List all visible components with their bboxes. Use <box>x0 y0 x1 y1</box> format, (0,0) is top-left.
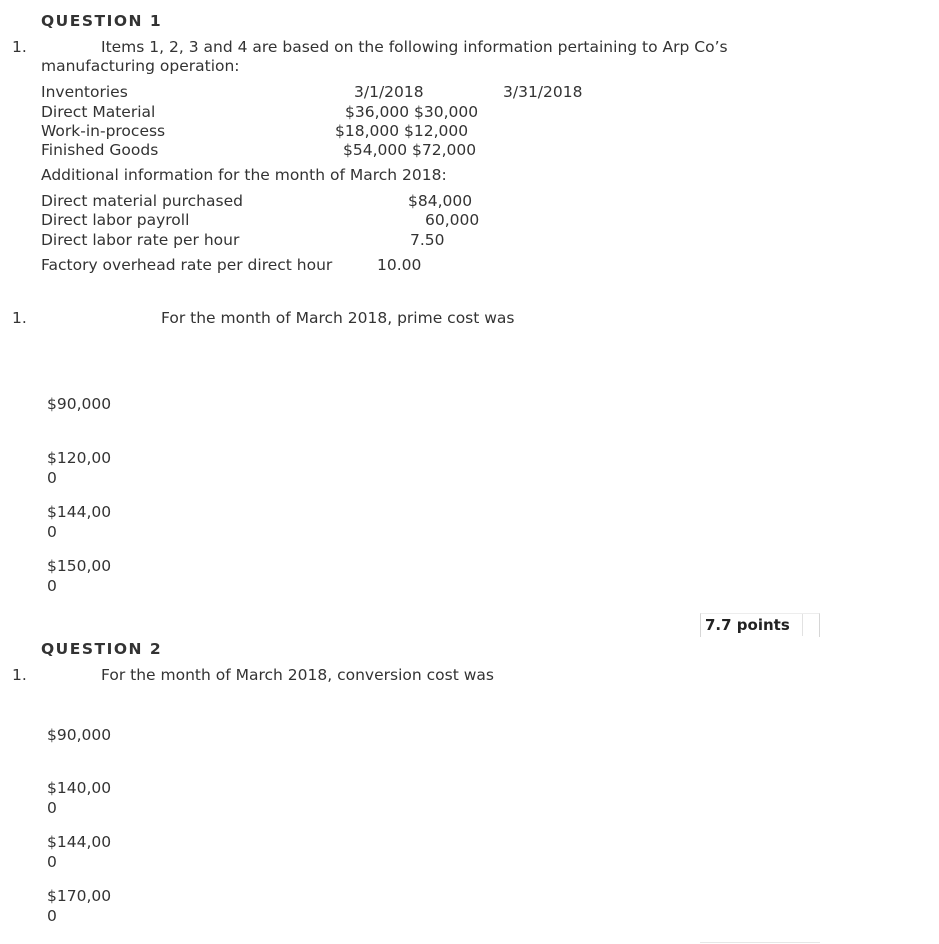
additional-row-value: $84,000 <box>408 192 473 210</box>
points-divider <box>802 614 803 636</box>
points-value: 7.7 points <box>705 616 790 634</box>
additional-row-label: Factory overhead rate per direct hour <box>41 256 333 274</box>
additional-row-label: Direct material purchased <box>41 192 243 210</box>
inventory-row-label: Direct Material <box>41 103 156 121</box>
additional-row-value: 7.50 <box>410 231 445 249</box>
answer-option[interactable]: $170,000 <box>47 887 112 925</box>
answer-option[interactable]: $144,000 <box>47 833 112 871</box>
additional-row-label: Direct labor rate per hour <box>41 231 240 249</box>
answer-option[interactable]: $140,000 <box>47 779 112 817</box>
inventory-row-label: Finished Goods <box>41 141 159 159</box>
inventory-row-values: $18,000 $12,000 <box>335 122 469 140</box>
points-box <box>700 613 820 637</box>
inventories-header-date-start: 3/1/2018 <box>354 83 424 101</box>
answer-option[interactable]: $90,000 <box>47 395 112 413</box>
inventory-row-values: $54,000 $72,000 <box>343 141 477 159</box>
inventory-row-values: $36,000 $30,000 <box>345 103 479 121</box>
inventories-header-date-end: 3/31/2018 <box>503 83 583 101</box>
inventory-row-label: Work-in-process <box>41 122 166 140</box>
question-1-item-number: 1. <box>12 309 27 327</box>
question-2-number: 1. <box>12 666 27 684</box>
question-1-number: 1. <box>12 38 27 56</box>
inventories-header-label: Inventories <box>41 83 128 101</box>
bottom-divider <box>700 942 820 943</box>
answer-option[interactable]: $90,000 <box>47 726 112 744</box>
additional-row-value: 10.00 <box>377 256 422 274</box>
additional-row-value: 60,000 <box>425 211 480 229</box>
answer-option[interactable]: $120,000 <box>47 449 112 487</box>
additional-row-label: Direct labor payroll <box>41 211 190 229</box>
question-1-title: QUESTION 1 <box>41 12 163 30</box>
question-1-prompt: For the month of March 2018, prime cost was <box>161 309 515 327</box>
additional-info-heading: Additional information for the month of March 2018: <box>41 166 447 184</box>
question-1-intro-continued: manufacturing operation: <box>41 57 240 75</box>
question-2-title: QUESTION 2 <box>41 640 163 658</box>
answer-option[interactable]: $144,000 <box>47 503 112 541</box>
question-1-intro: Items 1, 2, 3 and 4 are based on the following information pertaining to Arp Co’s <box>101 38 728 56</box>
question-2-prompt: For the month of March 2018, conversion cost was <box>101 666 494 684</box>
answer-option[interactable]: $150,000 <box>47 557 112 595</box>
